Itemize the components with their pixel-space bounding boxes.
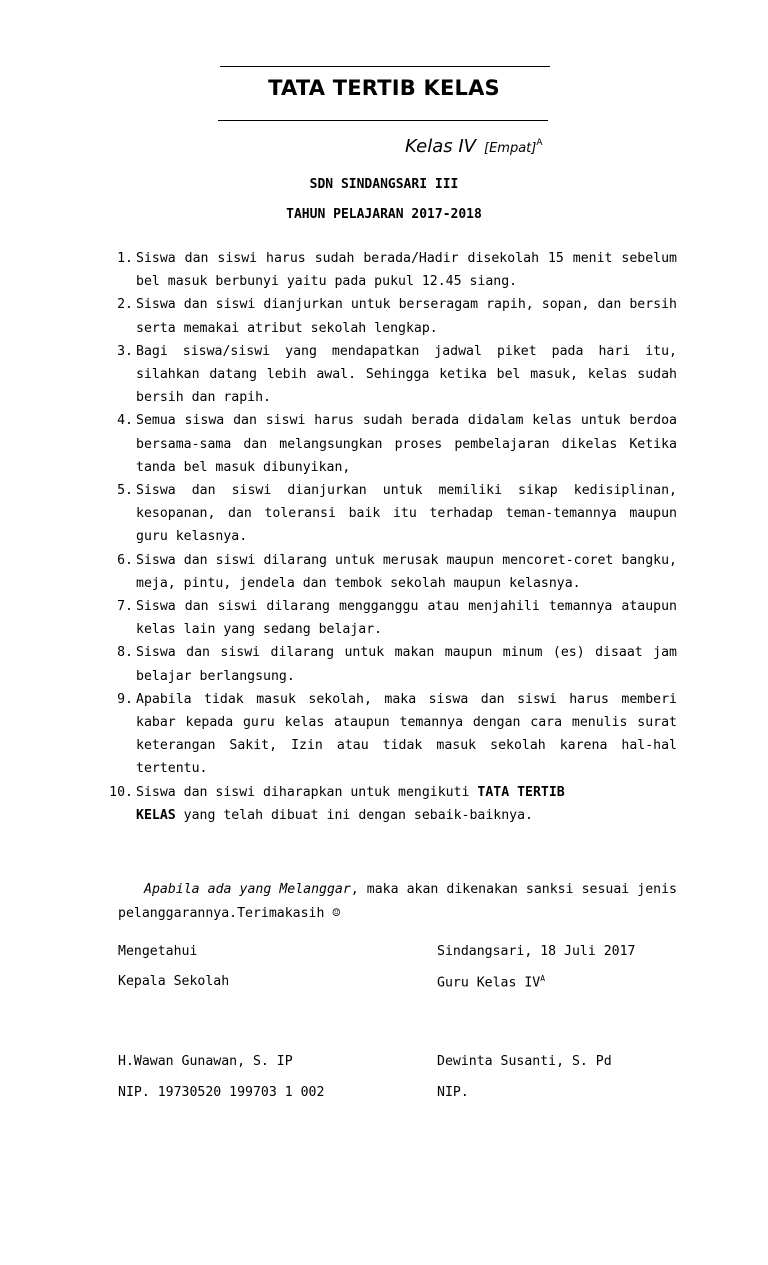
rule-text: yang telah dibuat ini dengan sebaik-baiknya. xyxy=(175,807,533,823)
closing-italic: Apabila ada yang Melanggar xyxy=(144,882,351,897)
place-date: Sindangsari, 18 Juli 2017 xyxy=(437,944,636,959)
rule-number: 5. xyxy=(117,483,133,499)
rule-number: 7. xyxy=(117,599,133,615)
rule-number: 1. xyxy=(117,251,133,266)
rule-number: 6. xyxy=(117,552,133,568)
title-bottom-rule xyxy=(218,120,548,121)
rules-list xyxy=(109,247,677,827)
acknowledged-label: Mengetahui xyxy=(118,944,198,959)
school-name: SDN SINDANGSARI III xyxy=(309,177,459,192)
class-main: Kelas IV xyxy=(405,136,476,157)
rule-text: Siswa dan siswi dilarang untuk merusak maupun mencoret-coret bangku, meja, pintu, jendela dan tembok sekolah maupun kelasnya. xyxy=(136,552,677,591)
class-label xyxy=(405,136,543,157)
rule-text: Siswa dan siswi dilarang untuk makan maupun minum (es) disaat jam belajar berlangsung. xyxy=(136,645,677,684)
teacher-name: Dewinta Susanti, S. Pd xyxy=(437,1054,612,1069)
academic-year: TAHUN PELAJARAN 2017-2018 xyxy=(286,207,482,222)
rule-number: 4. xyxy=(117,413,133,429)
closing-paragraph xyxy=(118,878,677,925)
rule-item xyxy=(117,340,677,410)
rule-number: 2. xyxy=(117,297,133,313)
rule-text: Bagi siswa/siswi yang mendapatkan jadwal piket pada hari itu, silahkan datang lebih awal. Sehingga ketika bel masuk, kelas sudah bersih dan rapih. xyxy=(136,343,677,406)
rule-item xyxy=(117,247,677,293)
teacher-role xyxy=(437,974,545,990)
principal-role: Kepala Sekolah xyxy=(118,974,230,989)
rule-item xyxy=(117,641,677,687)
rule-emphasis: KELAS xyxy=(136,807,176,823)
rule-text: Siswa dan siswi dianjurkan untuk memiliki sikap kedisiplinan, kesopanan, dan toleransi baik itu terhadap teman-temannya maupun guru kelasnya. xyxy=(136,483,677,545)
rule-text: Siswa dan siswi dilarang mengganggu atau menjahili temannya ataupun kelas lain yang sedang belajar. xyxy=(136,599,677,638)
principal-name: H.Wawan Gunawan, S. IP xyxy=(118,1054,293,1069)
principal-nip: NIP. 19730520 199703 1 002 xyxy=(118,1085,325,1100)
class-sup: A xyxy=(536,138,543,148)
teacher-role-text: Guru Kelas IV xyxy=(437,975,541,991)
rule-text: Siswa dan siswi harus sudah berada/Hadir disekolah 15 menit sebelum bel masuk berbunyi yaitu pada pukul 12.45 siang. xyxy=(136,251,677,290)
teacher-role-sup: A xyxy=(540,974,546,983)
title-top-rule xyxy=(220,66,550,67)
rule-emphasis: TATA TERTIB xyxy=(477,784,565,800)
closing-text: , maka akan dikenakan sanksi sesuai jenis pelanggarannya.Terimakasih ☺ xyxy=(118,882,677,921)
rule-text: Siswa dan siswi diharapkan untuk mengikuti xyxy=(136,784,478,800)
rule-item xyxy=(117,549,677,595)
rule-item xyxy=(117,688,677,781)
rule-text: Apabila tidak masuk sekolah, maka siswa dan siswi harus memberi kabar kepada guru kelas ataupun temannya dengan cara menulis surat keterangan Sakit, Izin atau tidak masuk sekolah karena hal-hal tertentu. xyxy=(136,691,677,777)
teacher-nip: NIP. xyxy=(437,1085,469,1100)
rule-item xyxy=(109,781,677,827)
rule-item xyxy=(117,479,677,549)
rule-number: 3. xyxy=(117,343,133,359)
rule-item xyxy=(117,409,677,479)
rule-text: Semua siswa dan siswi harus sudah berada didalam kelas untuk berdoa bersama-sama dan melangsungkan proses pembelajaran dikelas Ketika tanda bel masuk dibunyikan, xyxy=(136,413,677,475)
rule-number: 8. xyxy=(117,645,133,661)
rule-item xyxy=(117,595,677,641)
class-sub: [Empat] xyxy=(484,141,537,156)
rule-item xyxy=(117,293,677,339)
rule-number: 9. xyxy=(117,691,133,707)
rule-number: 10. xyxy=(109,784,133,800)
rule-text: Siswa dan siswi dianjurkan untuk berseragam rapih, sopan, dan bersih serta memakai atribut sekolah lengkap. xyxy=(136,297,677,336)
document-title: TATA TERTIB KELAS xyxy=(268,76,500,100)
